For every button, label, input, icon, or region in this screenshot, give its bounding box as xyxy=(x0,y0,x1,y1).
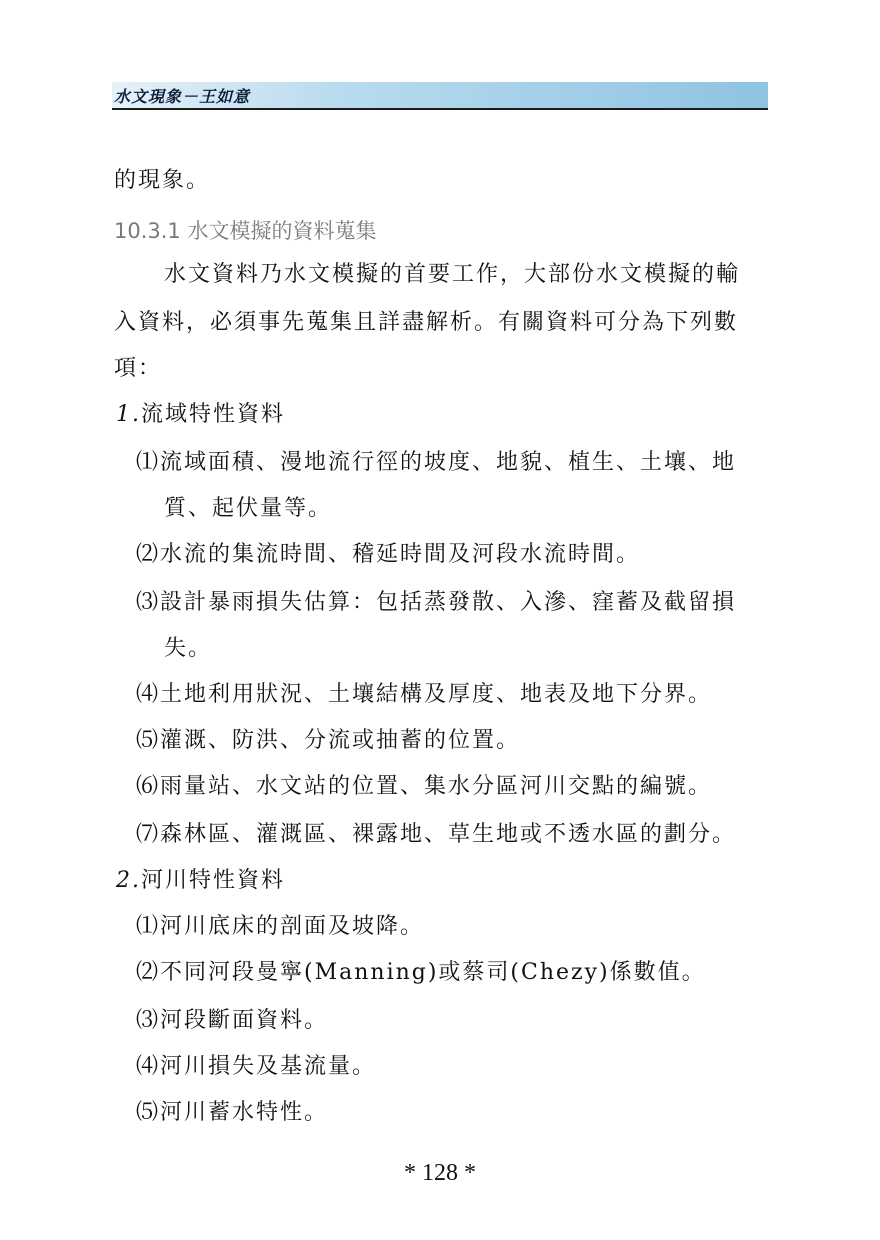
page-number: * 128 * xyxy=(404,1160,476,1186)
list-item: ⑹雨量站、水文站的位置、集水分區河川交點的編號。 xyxy=(136,774,713,799)
list-item: ⑶河段斷面資料。 xyxy=(136,1008,329,1033)
group-number: 2. xyxy=(116,868,141,893)
intro-paragraph-line-1: 水文資料乃水文模擬的首要工作，大部份水文模擬的輸 xyxy=(164,262,741,287)
header-rule xyxy=(112,108,768,110)
list-item: ⑸灌溉、防洪、分流或抽蓄的位置。 xyxy=(136,728,521,753)
continuation-text: 的現象。 xyxy=(114,168,211,193)
list-item-continuation: 失。 xyxy=(164,636,213,661)
group-heading-2 xyxy=(116,866,285,896)
list-item: ⑺森林區、灌溉區、裸露地、草生地或不透水區的劃分。 xyxy=(136,822,737,847)
group-title: 流域特性資料 xyxy=(141,402,286,427)
group-heading-1 xyxy=(116,400,285,430)
intro-paragraph-line-3: 項： xyxy=(114,356,163,381)
list-item: ⑷河川損失及基流量。 xyxy=(136,1054,377,1079)
group-title: 河川特性資料 xyxy=(141,868,286,893)
list-item: ⑴流域面積、漫地流行徑的坡度、地貌、植生、土壤、地 xyxy=(136,450,737,475)
intro-paragraph-line-2: 入資料，必須事先蒐集且詳盡解析。有關資料可分為下列數 xyxy=(114,310,739,335)
list-item: ⑵不同河段曼寧(Manning)或蔡司(Chezy)係數值。 xyxy=(136,960,706,985)
list-item: ⑶設計暴雨損失估算：包括蒸發散、入滲、窪蓄及截留損 xyxy=(136,590,737,615)
section-heading: 10.3.1 水文模擬的資料蒐集 xyxy=(114,219,377,243)
group-number: 1. xyxy=(116,402,141,427)
list-item: ⑴河川底床的剖面及坡降。 xyxy=(136,914,425,939)
list-item: ⑵水流的集流時間、稽延時間及河段水流時間。 xyxy=(136,542,641,567)
running-header-title: 水文現象－王如意 xyxy=(114,87,251,106)
list-item: ⑸河川蓄水特性。 xyxy=(136,1100,329,1125)
list-item-continuation: 質、起伏量等。 xyxy=(164,496,333,521)
list-item: ⑷土地利用狀況、土壤結構及厚度、地表及地下分界。 xyxy=(136,682,713,707)
